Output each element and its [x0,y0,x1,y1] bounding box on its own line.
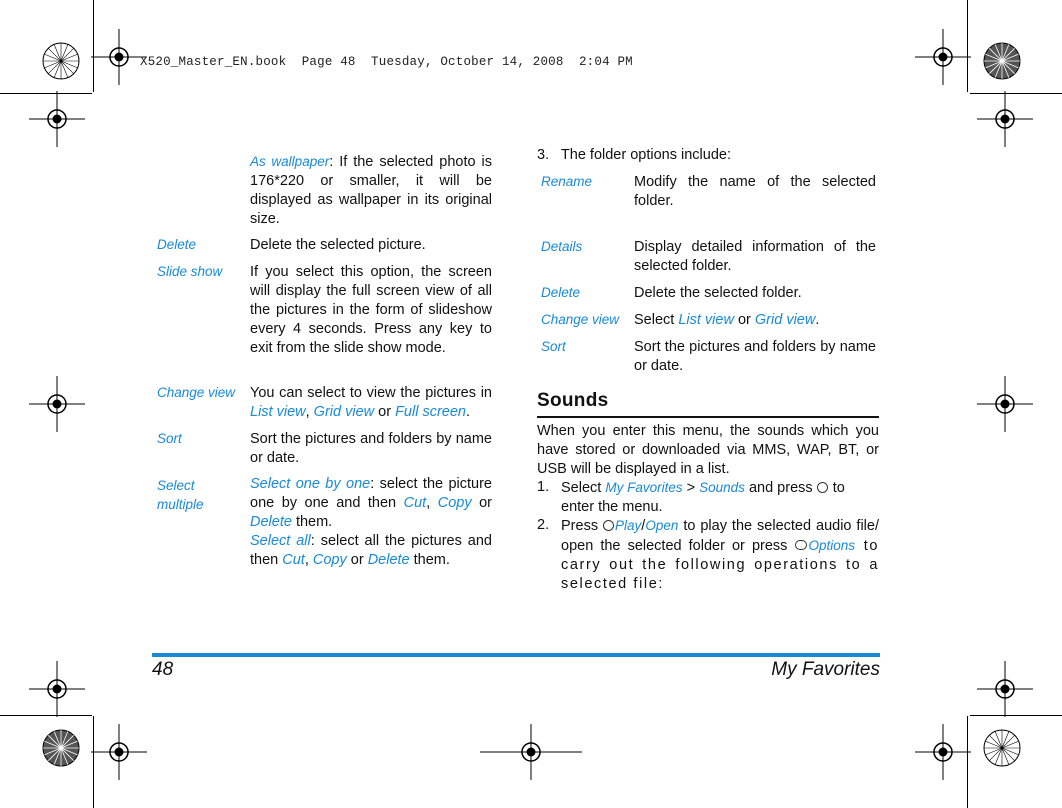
sounds-title-rule [537,416,879,418]
full-screen-link: Full screen [395,404,466,420]
folder-change-view-pre: Select [634,312,679,328]
chapter-title: My Favorites [771,659,880,680]
sounds-title: Sounds [537,390,609,411]
step1-mid: and press [744,480,817,496]
wallpaper-entry [250,152,492,229]
step2-mid: to play the selected audio file/ open the selected folder or press [561,518,880,554]
delete-link: Delete [367,552,410,568]
wallpaper-term: As wallpaper [250,154,330,169]
sep: or [346,552,368,568]
change-view-text [250,384,492,422]
rename-term: Rename [541,174,593,189]
ok-key-icon [603,520,614,531]
change-view-pre: You can select to view the pictures in [250,385,492,401]
sep: or [374,404,396,420]
sounds-link: Sounds [699,480,745,495]
step2-post: to carry out the following operations to a selected file: [561,538,879,592]
sort-text: Sort the pictures and folders by name or date. [250,431,492,466]
sep: , [305,404,314,420]
my-favorites-link: My Favorites [605,480,683,495]
grid-view-link: Grid view [754,312,816,328]
open-link: Open [645,518,679,533]
sep: / [641,518,646,534]
select-multiple-text2: them. [291,514,333,530]
sort-term: Sort [157,431,182,446]
options-link: Options [808,538,856,553]
page-number: 48 [152,659,174,680]
folder-change-view-term: Change view [541,312,620,327]
delete-link: Delete [250,514,292,530]
change-view-term: Change view [157,385,236,400]
wallpaper-text: : If the selected photo is 176*220 or smaller, it will be displayed as wallpaper in its original size. [250,154,492,227]
details-term: Details [541,239,583,254]
rename-text: Modify the name of the selected folder. [634,174,876,209]
softkey-left-icon [795,540,807,550]
folder-delete-text: Delete the selected folder. [634,285,802,301]
folder-delete-term: Delete [541,285,581,300]
select-multiple-term: Select multiple [157,478,204,512]
sounds-paragraph: When you enter this menu, the sounds which you have stored or downloaded via MMS, WAP, BT, or USB will be displayed in a list. [537,423,879,477]
slide-show-text: If you select this option, the screen will display the full screen view of all the pictures in the form of slideshow every 4 seconds. Press any key to exit from the slide show mode. [250,264,492,356]
select-multiple-text4: them. [409,552,450,568]
sep: , [304,552,313,568]
select-multiple-text3: : select all the pictures and then [250,533,492,568]
folder-sort-term: Sort [541,339,566,354]
sounds-step-1-num: 1. [537,479,550,495]
list-view-link: List view [250,404,306,420]
delete-term: Delete [157,237,197,252]
footer-rule [152,653,880,657]
sounds-step-2-num: 2. [537,517,550,533]
slide-show-term: Slide show [157,264,223,279]
folder-options-intro: 3. The folder options include: [537,147,731,163]
sep: or [471,495,492,511]
details-text: Display detailed information of the selected folder. [634,239,876,274]
sep: or [733,312,755,328]
grid-view-link: Grid view [313,404,375,420]
cut-link: Cut [403,495,427,511]
sep: , [426,495,438,511]
step2-pre: Press [561,518,604,534]
select-multiple-text [250,475,492,570]
cut-link: Cut [282,552,305,568]
select-multiple-text1: : select the picture one by one and then [250,476,492,511]
delete-text: Delete the selected picture. [250,237,426,253]
list-view-link: List view [678,312,734,328]
change-view-post: . [465,404,471,420]
copy-link: Copy [312,552,347,568]
step1-pre: Select [561,480,606,496]
step1-post: to enter the menu. [561,480,845,515]
select-one-by-one-link: Select one by one [250,476,371,492]
copy-link: Copy [437,495,472,511]
print-header: X520_Master_EN.book Page 48 Tuesday, October 14, 2008 2:04 PM [140,55,633,69]
select-all-link: Select all [250,533,311,549]
folder-sort-text: Sort the pictures and folders by name or date. [634,339,876,374]
sounds-step-1 [561,478,879,517]
play-link: Play [615,518,642,533]
folder-change-view-post: . [815,312,820,328]
sep: > [682,480,700,496]
folder-change-view-text [634,311,876,330]
ok-key-icon [817,482,828,493]
sounds-step-2 [561,516,879,594]
